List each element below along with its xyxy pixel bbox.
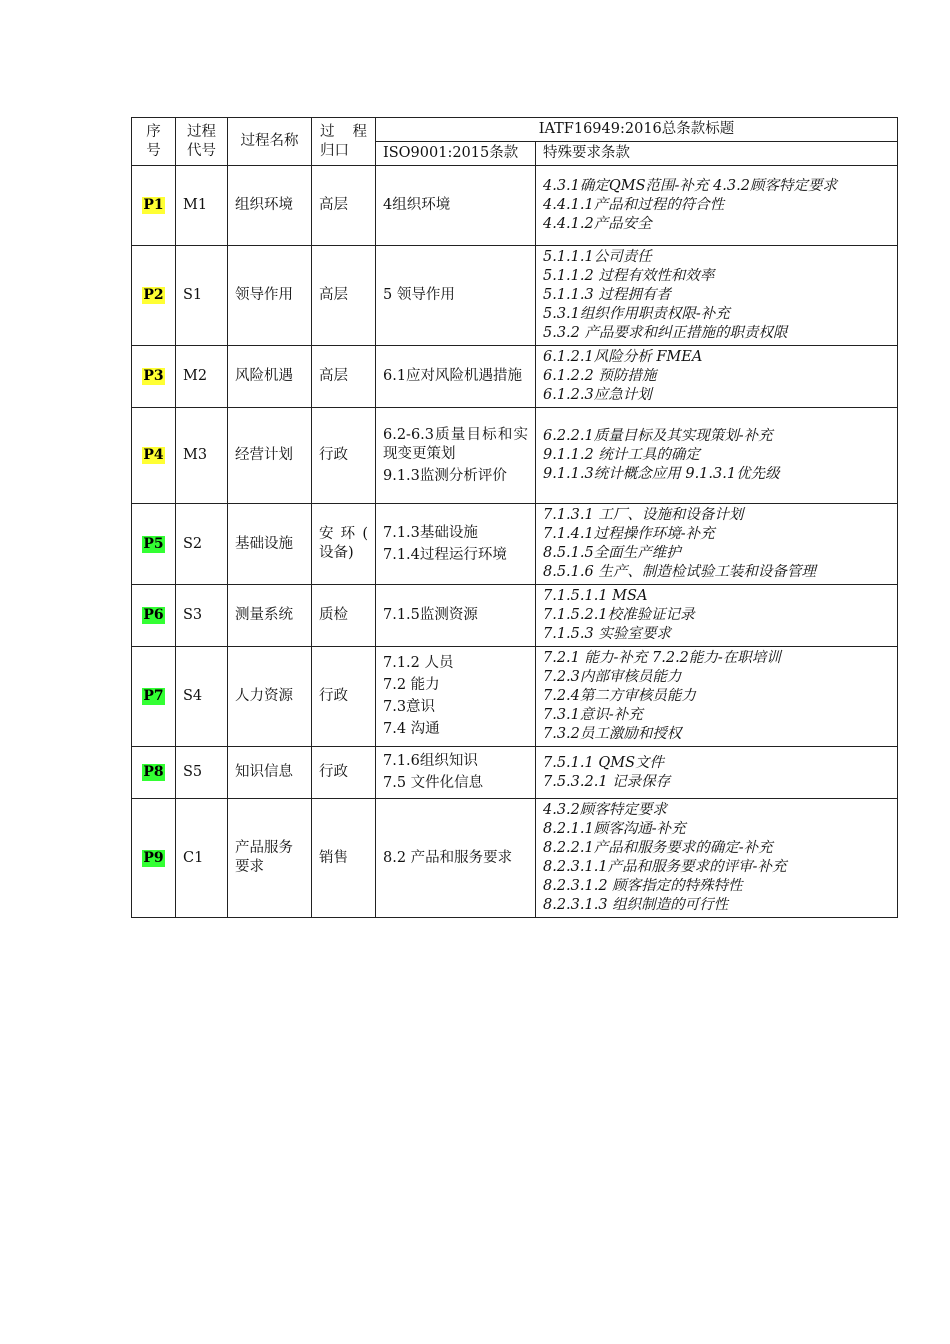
table-row [132, 747, 898, 799]
special-requirement: 5.1.1.2 过程有效性和效率 [543, 268, 715, 284]
special-requirement: 7.1.5.2.1校准验证记录 [543, 607, 695, 623]
seq-cell [132, 747, 176, 799]
process-code-cell: M2 [176, 346, 228, 408]
special-requirement: 8.5.1.6 生产、制造检试验工装和设备管理 [543, 564, 816, 580]
iso-clause: 9.1.3监测分析评价 [383, 467, 507, 484]
process-id-badge: P4 [143, 447, 164, 463]
header-code: 过程代号 [176, 118, 228, 166]
special-requirement: 8.2.3.1.3 组织制造的可行性 [543, 897, 729, 913]
header-iatf: IATF16949:2016总条款标题 [376, 118, 898, 142]
seq-cell [132, 647, 176, 747]
iso-clause: 7.1.2 人员 [383, 655, 454, 671]
iso-clause: 7.4 沟通 [383, 721, 440, 737]
table-row [132, 346, 898, 408]
special-requirements-cell [536, 799, 898, 918]
process-code-cell: M1 [176, 166, 228, 246]
special-requirement: 8.2.3.1.1产品和服务要求的评审-补充 [543, 859, 787, 875]
process-code-cell: S3 [176, 585, 228, 647]
owner-cell: 高层 [312, 166, 376, 246]
process-code-cell: S2 [176, 504, 228, 585]
special-requirement: 5.3.2 产品要求和纠正措施的职责权限 [543, 325, 788, 341]
seq-cell [132, 504, 176, 585]
seq-cell [132, 585, 176, 647]
special-requirements-cell [536, 408, 898, 504]
iso-clause-cell [376, 647, 536, 747]
special-requirement: 8.2.2.1产品和服务要求的确定-补充 [543, 840, 773, 856]
process-id-badge: P8 [143, 764, 164, 780]
owner-cell: 高层 [312, 346, 376, 408]
header-name: 过程名称 [228, 118, 312, 166]
special-requirement: 7.2.3内部审核员能力 [543, 669, 682, 685]
iso-clause-cell [376, 747, 536, 799]
special-requirement: 4.4.1.1产品和过程的符合性 [543, 197, 725, 213]
special-requirement: 7.3.1意识-补充 [543, 707, 643, 723]
process-name-cell: 经营计划 [228, 408, 312, 504]
iso-clause-cell [376, 585, 536, 647]
process-code-cell: M3 [176, 408, 228, 504]
iso-clause: 7.1.3基础设施 [383, 524, 478, 541]
special-requirement: 5.3.1组织作用职责权限-补充 [543, 306, 730, 322]
iso-clause: 6.1应对风险机遇措施 [383, 368, 523, 384]
header-iso: ISO9001:2015条款 [376, 142, 536, 166]
special-requirement: 7.2.1 能力-补充 7.2.2能力-在职培训 [543, 650, 781, 666]
special-requirement: 6.1.2.3应急计划 [543, 387, 652, 403]
iso-clause: 7.1.6组织知识 [383, 753, 478, 769]
iso-clause: 7.1.4过程运行环境 [383, 546, 507, 563]
special-requirement: 6.1.2.2 预防措施 [543, 368, 657, 384]
iso-clause-cell [376, 246, 536, 346]
table-row [132, 585, 898, 647]
table-row [132, 166, 898, 246]
process-table [131, 117, 898, 918]
special-requirement: 8.5.1.5全面生产维护 [543, 545, 681, 561]
seq-cell [132, 166, 176, 246]
iso-clause: 5 领导作用 [383, 287, 455, 303]
special-requirement: 7.5.3.2.1 记录保存 [543, 773, 671, 790]
process-id-badge: P9 [143, 849, 164, 866]
table-row [132, 799, 898, 918]
special-requirement: 7.2.4第二方审核员能力 [543, 688, 696, 704]
special-requirement: 7.1.4.1过程操作环境-补充 [543, 526, 715, 542]
process-id-badge: P3 [143, 368, 164, 384]
process-code-cell: S1 [176, 246, 228, 346]
iso-clause: 7.2 能力 [383, 677, 440, 693]
seq-cell [132, 799, 176, 918]
process-code-cell: C1 [176, 799, 228, 918]
owner-cell: 质检 [312, 585, 376, 647]
table-row [132, 246, 898, 346]
special-requirement: 7.1.5.1.1 MSA [543, 588, 648, 604]
special-requirements-cell [536, 504, 898, 585]
iso-clause: 7.3意识 [383, 699, 436, 715]
process-code-cell: S5 [176, 747, 228, 799]
special-requirement: 5.1.1.1公司责任 [543, 249, 652, 265]
special-requirement: 9.1.1.3统计概念应用 9.1.3.1优先级 [543, 466, 780, 482]
owner-cell: 安 环 ( 设备) [312, 504, 376, 585]
process-code-cell: S4 [176, 647, 228, 747]
special-requirement: 8.2.1.1顾客沟通-补充 [543, 821, 686, 837]
header-owner: 过 程归口 [312, 118, 376, 166]
header-seq: 序号 [132, 118, 176, 166]
process-id-badge: P1 [143, 197, 164, 213]
process-id-badge: P2 [143, 287, 164, 303]
special-requirement: 9.1.1.2 统计工具的确定 [543, 447, 700, 463]
owner-cell: 行政 [312, 408, 376, 504]
process-name-cell: 基础设施 [228, 504, 312, 585]
owner-cell: 行政 [312, 647, 376, 747]
table-row [132, 504, 898, 585]
iso-clause-cell [376, 166, 536, 246]
process-name-cell: 人力资源 [228, 647, 312, 747]
special-requirement: 7.1.3.1 工厂、设施和设备计划 [543, 507, 744, 523]
special-requirement: 7.3.2员工激励和授权 [543, 726, 682, 742]
iso-clause: 4组织环境 [383, 197, 451, 213]
owner-cell: 销售 [312, 799, 376, 918]
process-id-badge: P7 [143, 688, 164, 704]
process-id-badge: P5 [143, 535, 164, 552]
iso-clause-cell [376, 504, 536, 585]
iso-clause-cell [376, 799, 536, 918]
seq-cell [132, 408, 176, 504]
seq-cell [132, 246, 176, 346]
special-requirements-cell [536, 647, 898, 747]
iso-clause-cell [376, 346, 536, 408]
special-requirements-cell [536, 747, 898, 799]
iso-clause-cell [376, 408, 536, 504]
special-requirement: 4.4.1.2产品安全 [543, 216, 652, 232]
special-requirements-cell [536, 166, 898, 246]
process-name-cell: 领导作用 [228, 246, 312, 346]
process-name-cell: 知识信息 [228, 747, 312, 799]
iso-clause: 6.2-6.3质量目标和实现变更策划 [383, 426, 528, 462]
owner-cell: 高层 [312, 246, 376, 346]
special-requirement: 6.1.2.1风险分析 FMEA [543, 349, 703, 365]
process-name-cell: 风险机遇 [228, 346, 312, 408]
seq-cell [132, 346, 176, 408]
special-requirement: 6.2.2.1质量目标及其实现策划-补充 [543, 428, 773, 444]
special-requirement: 5.1.1.3 过程拥有者 [543, 287, 671, 303]
special-requirement: 7.1.5.3 实验室要求 [543, 626, 671, 642]
iso-clause: 7.1.5监测资源 [383, 607, 478, 623]
table-row [132, 647, 898, 747]
iso-clause: 7.5 文件化信息 [383, 775, 484, 791]
process-name-cell: 组织环境 [228, 166, 312, 246]
special-requirement: 4.3.1确定QMS范围-补充 4.3.2顾客特定要求 [543, 178, 837, 194]
process-name-cell: 产品服务要求 [228, 799, 312, 918]
special-requirements-cell [536, 346, 898, 408]
special-requirements-cell [536, 585, 898, 647]
process-id-badge: P6 [143, 607, 164, 623]
owner-cell: 行政 [312, 747, 376, 799]
process-name-cell: 测量系统 [228, 585, 312, 647]
table-row [132, 408, 898, 504]
iso-clause: 8.2 产品和服务要求 [383, 849, 513, 866]
special-requirements-cell [536, 246, 898, 346]
special-requirement: 7.5.1.1 QMS文件 [543, 754, 665, 771]
header-special: 特殊要求条款 [536, 142, 898, 166]
special-requirement: 4.3.2顾客特定要求 [543, 802, 667, 818]
special-requirement: 8.2.3.1.2 顾客指定的特殊特性 [543, 878, 743, 894]
